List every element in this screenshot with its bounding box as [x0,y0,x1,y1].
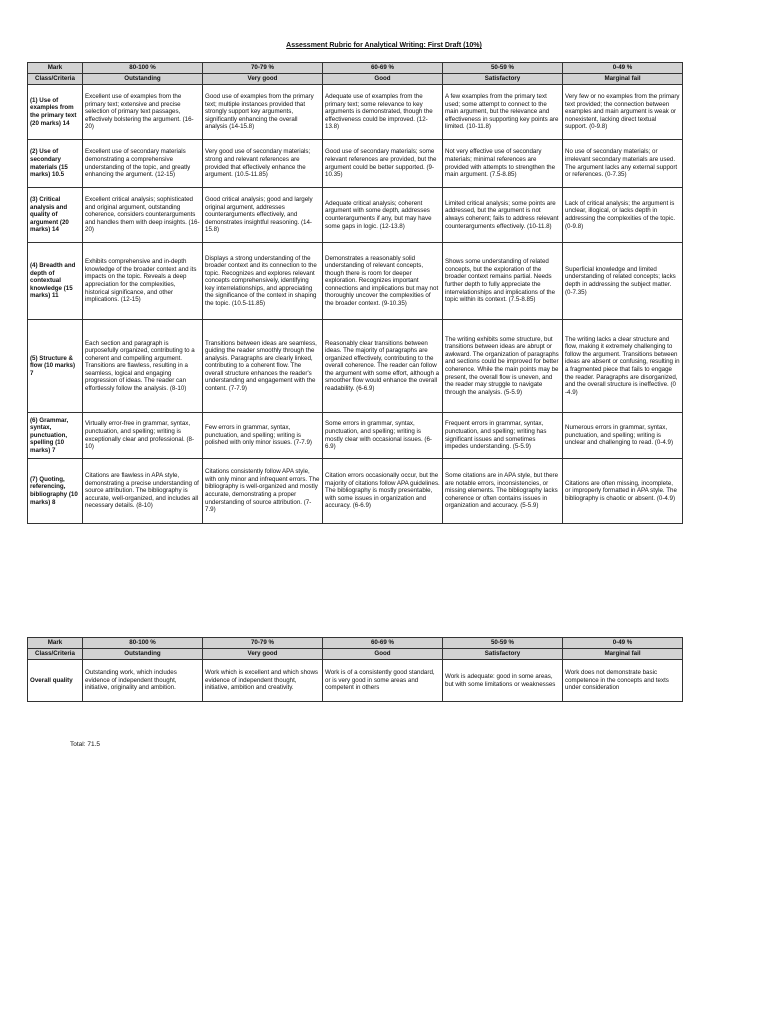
descriptor-cell: Very good use of secondary materials; strong and relevant references are provided that effectively enhance the argument. (10.5-11.85) [203,140,323,188]
criterion-cell: (2) Use of secondary materials (15 marks) 10.5 [28,140,83,188]
range-header: 0-49 % [563,63,683,74]
table-row [28,188,683,243]
descriptor-cell: Outstanding work, which includes evidence of independent thought, initiative, originality and ambition. [83,660,203,702]
grade-header-row [28,649,683,660]
descriptor-cell: Citations consistently follow APA style, with only minor and infrequent errors. The bibliography is well-organized and mostly accurate, demonstrating a proper understanding of source attribution. (7-7.9) [203,459,323,524]
descriptor-cell: Excellent use of secondary materials demonstrating a comprehensive understanding of the topic, and greatly enhancing the argument. (12-15) [83,140,203,188]
range-header: 60-69 % [323,638,443,649]
descriptor-cell: Some citations are in APA style, but there are notable errors, inconsistencies, or missing elements. The bibliography lacks coherence or often contains issues in organization and accuracy. (5-5.9) [443,459,563,524]
descriptor-cell: Good use of secondary materials; some relevant references are provided, but the argument could be better supported. (9-10.35) [323,140,443,188]
grade-header: Good [323,649,443,660]
descriptor-cell: A few examples from the primary text used; some attempt to connect to the main argument, but the relevance and effectiveness in supporting key points are limited. (10-11.8) [443,85,563,140]
range-header-row [28,63,683,74]
descriptor-cell: Work does not demonstrate basic competence in the concepts and texts under consideration [563,660,683,702]
page-title: Assessment Rubric for Analytical Writing: First Draft (10%) [286,42,482,49]
criterion-cell: (5) Structure & flow (10 marks) 7 [28,320,83,413]
grade-header-row [28,74,683,85]
descriptor-cell: Work is of a consistently good standard, or is very good in some areas and competent in others [323,660,443,702]
table-row [28,413,683,459]
table-row [28,140,683,188]
range-header: 50-59 % [443,638,563,649]
descriptor-cell: Each section and paragraph is purposefully organized, contributing to a coherent and compelling argument. Transitions are flawless, resulting in a seamless, logical and engaging progression of ideas. The reader can effortlessly follow the analysis. (8-10) [83,320,203,413]
range-header: 70-79 % [203,63,323,74]
grade-header: Satisfactory [443,74,563,85]
range-header: 0-49 % [563,638,683,649]
criterion-cell: (3) Critical analysis and quality of argument (20 marks) 14 [28,188,83,243]
descriptor-cell: Displays a strong understanding of the broader context and its connection to the topic. Recognizes and explores relevant concepts comprehensively, identifying key interrelationships, and appreciating the significance of the context in shaping the topic. (10.5-11.85) [203,243,323,320]
descriptor-cell: The writing exhibits some structure, but transitions between ideas are abrupt or awkward. The organization of paragraphs and sections could be improved for better coherence. While the main points may be present, the overall flow is uneven, and the reader may struggle to navigate through the analysis. (5-5.9) [443,320,563,413]
range-header: 80-100 % [83,63,203,74]
descriptor-cell: Good critical analysis; good and largely original argument, addresses counterarguments effectively, and demonstrates insightful reasoning. (14-15.8) [203,188,323,243]
descriptor-cell: The writing lacks a clear structure and flow, making it extremely challenging to follow the argument. Transitions between ideas are absent or confusing, resulting in a fragmented piece that fails to engage the reader. Paragraphs are disorganized, and the overall structure is ineffective. (0 -4.9) [563,320,683,413]
descriptor-cell: Shows some understanding of related concepts, but the exploration of the broader context remains partial. Needs further depth to fully appreciate the interrelationships and implications of the topic within its context. (7.5-8.85) [443,243,563,320]
grade-header: Outstanding [83,649,203,660]
descriptor-cell: Superficial knowledge and limited understanding of related concepts; lacks depth in addressing the subject matter. (0-7.35) [563,243,683,320]
descriptor-cell: Transitions between ideas are seamless, guiding the reader smoothly through the analysis. Paragraphs are clearly linked, contributing to a coherent flow. The overall structure enhances the reader's understanding and engagement with the content. (7-7.9) [203,320,323,413]
descriptor-cell: Adequate critical analysis; coherent argument with some depth, addresses counterarguments if any, but may have some gaps in logic. (12-13.8) [323,188,443,243]
descriptor-cell: Excellent use of examples from the primary text; extensive and precise selection of primary text passages, effectively bolstering the argument. (16-20) [83,85,203,140]
grade-header: Good [323,74,443,85]
criterion-cell: (7) Quoting, referencing, bibliography (10 marks) 8 [28,459,83,524]
descriptor-cell: No use of secondary materials; or irrelevant secondary materials are used. The argument lacks any external support or references. (0-7.35) [563,140,683,188]
mark-header: Mark [28,638,83,649]
table-row [28,660,683,702]
range-header: 50-59 % [443,63,563,74]
descriptor-cell: Work which is excellent and which shows evidence of independent thought, initiative, ambition and creativity. [203,660,323,702]
descriptor-cell: Citation errors occasionally occur, but the majority of citations follow APA guidelines. The bibliography is mostly presentable, with some issues in organization and accuracy. (6-6.9) [323,459,443,524]
grade-header: Satisfactory [443,649,563,660]
descriptor-cell: Frequent errors in grammar, syntax, punctuation, and spelling; writing has significant issues and sometimes impedes understanding. (5-5.9) [443,413,563,459]
descriptor-cell: Good use of examples from the primary text; multiple instances provided that strongly support key arguments, significantly enhancing the overall analysis (14-15.8) [203,85,323,140]
descriptor-cell: Citations are often missing, incomplete, or improperly formatted in APA style. The bibliography is chaotic or absent. (0-4.9) [563,459,683,524]
descriptor-cell: Citations are flawless in APA style, demonstrating a precise understanding of source attribution. The bibliography is accurate, well-organized, and includes all necessary details. (8-10) [83,459,203,524]
criterion-cell: Overall quality [28,660,83,702]
rubric-table [27,62,683,524]
descriptor-cell: Limited critical analysis; some points are addressed, but the argument is not always coherent; fails to address relevant counterarguments effectively. (10-11.8) [443,188,563,243]
descriptor-cell: Few errors in grammar, syntax, punctuation, and spelling; writing is polished with only minor issues. (7-7.9) [203,413,323,459]
descriptor-cell: Work is adequate: good in some areas, but with some limitations or weaknesses [443,660,563,702]
overall-quality-table [27,637,683,702]
table-row [28,320,683,413]
table-row [28,459,683,524]
descriptor-cell: Very few or no examples from the primary text provided; the connection between examples and main argument is weak or nonexistent, lacking direct textual support. (0-9.8) [563,85,683,140]
criteria-header: Class/Criteria [28,74,83,85]
total-score: Total: 71.5 [70,741,100,748]
table-row [28,243,683,320]
mark-header: Mark [28,63,83,74]
grade-header: Marginal fail [563,649,683,660]
range-header: 80-100 % [83,638,203,649]
descriptor-cell: Adequate use of examples from the primary text; some relevance to key arguments is demonstrated, though the effectiveness could be improved. (12-13.8) [323,85,443,140]
range-header: 70-79 % [203,638,323,649]
criterion-cell: (6) Grammar, syntax, punctuation, spelling (10 marks) 7 [28,413,83,459]
descriptor-cell: Virtually error-free in grammar, syntax, punctuation, and spelling; writing is exceptionally clear and professional. (8-10) [83,413,203,459]
range-header: 60-69 % [323,63,443,74]
descriptor-cell: Lack of critical analysis; the argument is unclear, illogical, or lacks depth in addressing the complexities of the topic. (0-9.8) [563,188,683,243]
descriptor-cell: Reasonably clear transitions between ideas. The majority of paragraphs are organized effectively, contributing to the overall coherence. The reader can follow the argument with some effort, although a smoother flow would enhance the overall readability. (6-6.9) [323,320,443,413]
criterion-cell: (1) Use of examples from the primary text (20 marks) 14 [28,85,83,140]
descriptor-cell: Excellent critical analysis; sophisticated and original argument, outstanding coherence, considers counterarguments and handles them with deep insights. (16-20) [83,188,203,243]
descriptor-cell: Exhibits comprehensive and in-depth knowledge of the broader context and its impacts on the topic. Reveals a deep appreciation for the complexities, historical significance, and other implications. (12-15) [83,243,203,320]
grade-header: Marginal fail [563,74,683,85]
table-row [28,85,683,140]
criterion-cell: (4) Breadth and depth of contextual knowledge (15 marks) 11 [28,243,83,320]
grade-header: Very good [203,649,323,660]
descriptor-cell: Numerous errors in grammar, syntax, punctuation, and spelling; writing is unclear and challenging to read. (0-4.9) [563,413,683,459]
grade-header: Outstanding [83,74,203,85]
grade-header: Very good [203,74,323,85]
descriptor-cell: Some errors in grammar, syntax, punctuation, and spelling; writing is mostly clear with occasional issues. (6-6.9) [323,413,443,459]
criteria-header: Class/Criteria [28,649,83,660]
descriptor-cell: Demonstrates a reasonably solid understanding of relevant concepts, though there is room for deeper exploration. Recognizes important connections and implications but may not thoroughly uncover the complexities of the broader context. (9-10.35) [323,243,443,320]
range-header-row [28,638,683,649]
descriptor-cell: Not very effective use of secondary materials; minimal references are provided with attempts to strengthen the main argument. (7.5-8.85) [443,140,563,188]
